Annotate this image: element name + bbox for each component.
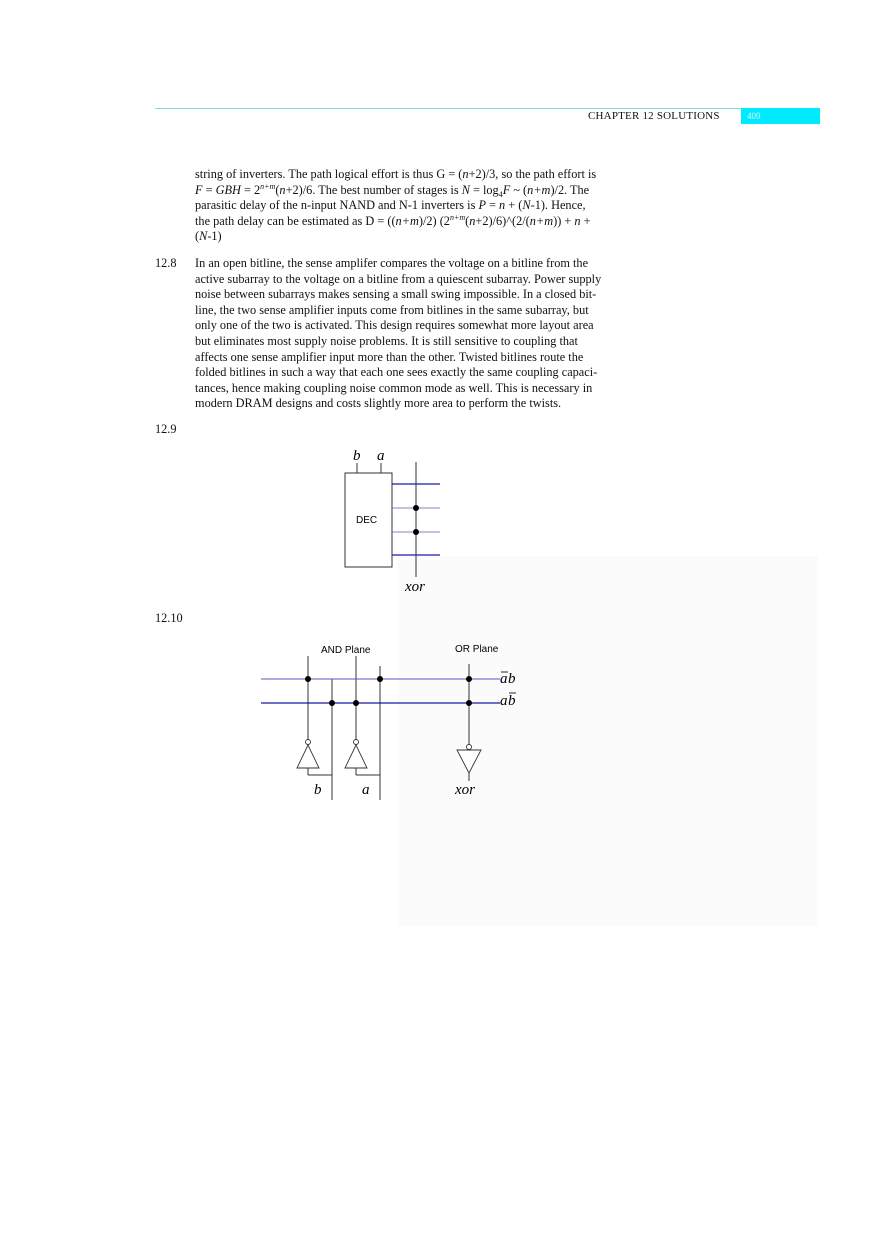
figure-12-9	[345, 448, 440, 595]
input-a-label: a	[362, 782, 370, 798]
decoder-label: DEC	[356, 515, 378, 526]
inverter-a	[345, 745, 367, 768]
figure-12-10	[261, 644, 516, 800]
transistor-dot	[329, 700, 335, 706]
text-line: line, the two sense amplifier inputs come from bitlines in the same subarray, but	[195, 302, 589, 317]
transistor-dot	[413, 505, 419, 511]
inverter-bubble	[306, 740, 311, 745]
text-line: but eliminates most supply noise problems. It is still sensitive to coupling that	[195, 333, 578, 348]
text-line: string of inverters. The path logical effort is thus G = (n+2)/3, so the path effort is	[195, 167, 597, 181]
text-line: the path delay can be estimated as D = ((n+m)/2) $(2^{n+m}(n+2)/6)\^{}(2/(n+m)) + n$ +	[195, 212, 591, 228]
transistor-dot	[305, 676, 311, 682]
text-line: In an open bitline, the sense amplifer compares the voltage on a bitline from the	[195, 256, 589, 270]
text-line: parasitic delay of the n-input NAND and N-1 inverters is P = n + (N-1). Hence,	[195, 198, 586, 213]
input-b-label: b	[353, 448, 361, 464]
transistor-dot	[466, 676, 472, 682]
problem-number: 12.8	[155, 256, 177, 270]
text-line: only one of the two is activated. This design requires somewhat more layout area	[195, 318, 594, 333]
text-line: affects one sense amplifier input more than the other. Twisted bitlines route the	[195, 349, 584, 364]
text-line: F = GBH = $2^{n+m}(n+2)/6$. The best number of stages is $N = \log_4F$ ~ (n+m)/2. The	[195, 181, 590, 199]
text-line: noise between subarrays makes sensing a small swing impossible. In a closed bit-	[195, 287, 597, 302]
term-label-a: a	[500, 671, 508, 687]
transistor-dot	[377, 676, 383, 682]
page-number: 409	[747, 111, 761, 121]
input-b-label: b	[314, 782, 322, 798]
text-line: (N-1)	[195, 229, 222, 244]
transistor-dot	[466, 700, 472, 706]
problem-number: 12.9	[155, 422, 177, 436]
and-plane-label: AND Plane	[321, 645, 371, 656]
output-xor-label: xor	[405, 579, 425, 595]
input-a-label: a	[377, 448, 385, 464]
transistor-dot	[413, 529, 419, 535]
inverter-bubble	[354, 740, 359, 745]
transistor-dot	[353, 700, 359, 706]
inverter-bubble	[467, 745, 472, 750]
inverter-b	[297, 745, 319, 768]
text-line: tances, hence making coupling noise common mode as well. This is necessary in	[195, 380, 593, 395]
problem-number: 12.10	[155, 611, 183, 625]
term-label-b: b	[508, 671, 516, 687]
or-plane-label: OR Plane	[455, 644, 499, 655]
chapter-title: CHAPTER 12 SOLUTIONS	[588, 110, 720, 122]
text-line: folded bitlines in such a way that each one sees exactly the same coupling capaci-	[195, 365, 598, 380]
term-label-b: b	[508, 693, 516, 709]
output-inverter	[457, 750, 481, 773]
output-xor-label: xor	[455, 782, 475, 798]
text-line: active subarray to the voltage on a bitline from a quiescent subarray. Power supply	[195, 271, 602, 286]
term-label-a: a	[500, 693, 508, 709]
text-line: modern DRAM designs and costs slightly more area to perform the twists.	[195, 396, 562, 411]
